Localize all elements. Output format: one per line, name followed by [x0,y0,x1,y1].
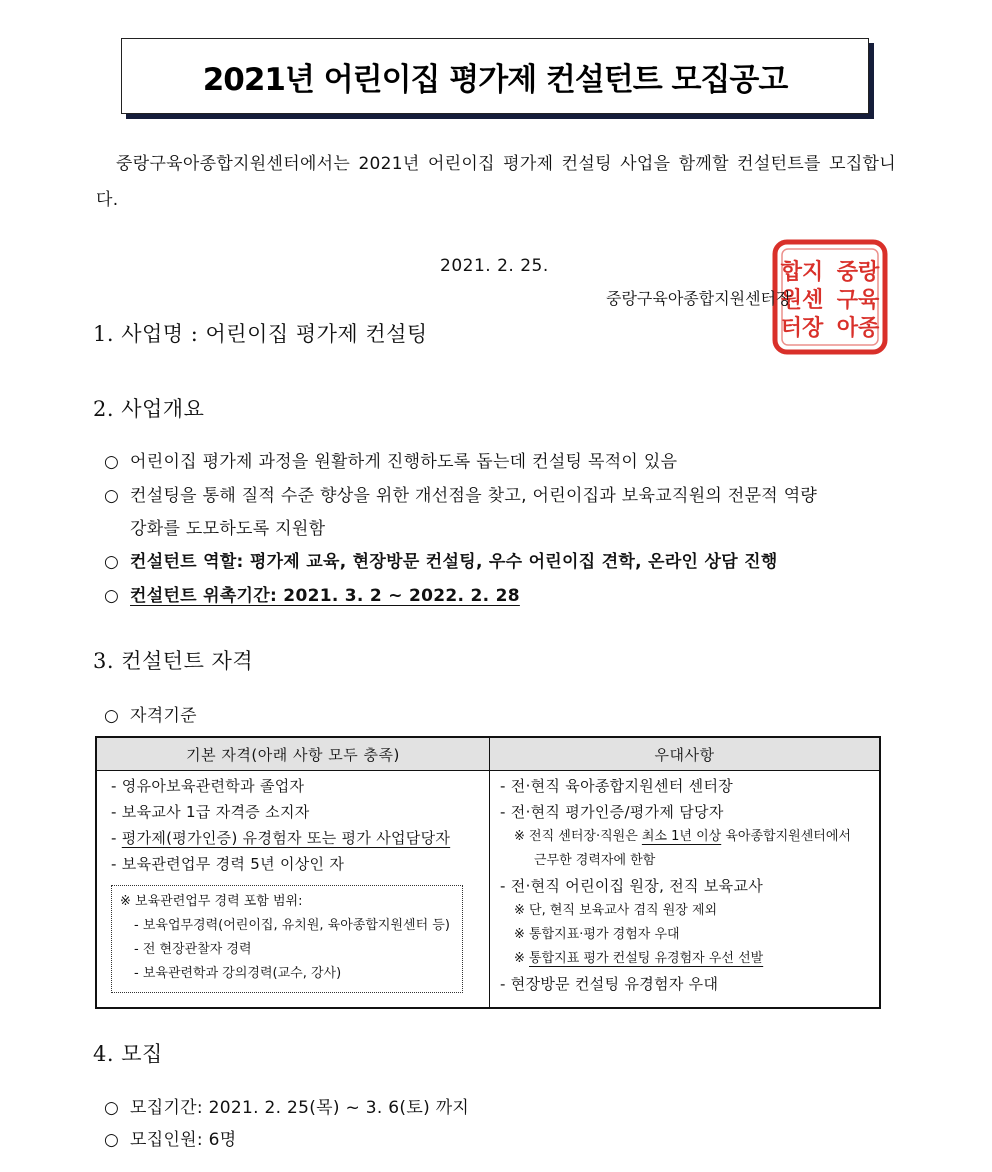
bullet-icon: ○ [104,486,120,506]
note-line: 근무한 경력자에 한함 [534,853,656,868]
seal-char: 터장 [780,316,824,341]
note-line: ※ 전직 센터장·직원은 최소 1년 이상 육아종합지원센터에서 [514,829,851,844]
seal-char: 구육 [836,288,880,313]
note-item: - 전 현장관찰자 경력 [134,942,252,957]
overview-item-role: ○ 컨설턴트 역할: 평가제 교육, 현장방문 컨설팅, 우수 어린이집 견학, 온라인 상담 진행 [104,552,778,572]
seal-char: 아종 [836,316,880,341]
page-title: 2021년 어린이집 평가제 컨설턴트 모집공고 [202,61,788,98]
bullet-icon: ○ [104,706,120,726]
section-1-heading: 1. 사업명 : 어린이집 평가제 컨설팅 [93,322,428,346]
section-2-heading: 2. 사업개요 [93,397,205,421]
announcement-date: 2021. 2. 25. [440,256,549,276]
overview-item: ○ 어린이집 평가제 과정을 원활하게 진행하도록 돕는데 컨설팅 목적이 있음 [104,452,678,472]
seal-char: 중랑 [836,260,880,285]
list-item: - 평가제(평가인증) 유경험자 또는 평가 사업담당자 [111,829,451,847]
recruit-item: ○ 모집인원: 6명 [104,1130,237,1150]
experience-scope-note [111,885,463,993]
section-4-heading: 4. 모집 [93,1042,163,1066]
preferred-qualifications-cell [490,771,881,1009]
note-item: - 보육관련학과 강의경력(교수, 강사) [134,966,342,981]
seal-char: 원센 [780,288,824,313]
list-item: - 현장방문 컨설팅 유경험자 우대 [500,975,719,993]
bullet-icon: ○ [104,586,120,606]
note-line: ※ 단, 현직 보육교사 겸직 원장 제외 [514,903,718,918]
overview-item-continued: 강화를 도모하도록 지원함 [130,519,326,539]
list-item: - 전·현직 평가인증/평가제 담당자 [500,803,724,821]
bullet-icon: ○ [104,452,120,472]
qualification-table [95,736,881,1009]
basic-qualifications-cell [96,771,490,1009]
table-header-basic: 기본 자격(아래 사항 모두 충족) [96,737,490,771]
bullet-icon: ○ [104,1098,120,1118]
table-header-preferred: 우대사항 [490,737,881,771]
intro-paragraph: 중랑구육아종합지원센터에서는 2021년 어린이집 평가제 컨설팅 사업을 함께할 컨설턴트를 모집합니다. [96,154,896,210]
qualification-subheading: ○ 자격기준 [104,706,197,726]
note-line: ※ 통합지표 평가 컨설팅 유경험자 우선 선발 [514,951,764,966]
list-item: - 전·현직 육아종합지원센터 센터장 [500,777,734,795]
note-title: ※ 보육관련업무 경력 포함 범위: [120,894,303,909]
section-3-heading: 3. 컨설턴트 자격 [93,649,254,673]
bullet-icon: ○ [104,1130,120,1150]
overview-item: ○ 컨설팅을 통해 질적 수준 향상을 위한 개선점을 찾고, 어린이집과 보육교직원의 전문적 역량 [104,486,818,506]
list-item: - 전·현직 어린이집 원장, 전직 보육교사 [500,877,764,895]
bullet-icon: ○ [104,552,120,572]
list-item: - 보육교사 1급 자격증 소지자 [111,803,310,821]
note-line: ※ 통합지표·평가 경험자 우대 [514,927,680,942]
list-item: - 영유아보육관련학과 졸업자 [111,777,305,795]
seal-char: 합지 [780,260,824,285]
title-box [121,38,869,114]
note-item: - 보육업무경력(어린이집, 유치원, 육아종합지원센터 등) [134,918,450,933]
organization-name: 중랑구육아종합지원센터장 [606,289,792,308]
list-item: - 보육관련업무 경력 5년 이상인 자 [111,855,345,873]
overview-item-term: ○ 컨설턴트 위촉기간: 2021. 3. 2 ~ 2022. 2. 28 [104,586,520,606]
recruit-item: ○ 모집기간: 2021. 2. 25(목) ~ 3. 6(토) 까지 [104,1098,470,1118]
